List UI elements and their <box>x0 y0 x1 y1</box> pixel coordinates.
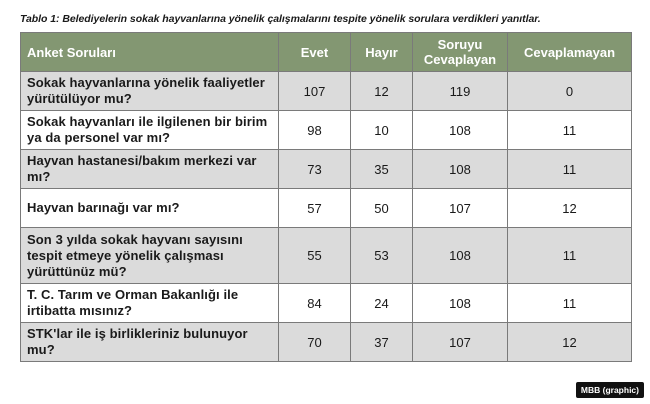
table-row <box>21 323 632 362</box>
no-cell: 12 <box>351 72 413 111</box>
header-row <box>21 33 632 72</box>
answered-cell: 108 <box>413 228 508 284</box>
answered-cell: 119 <box>413 72 508 111</box>
yes-cell: 57 <box>279 189 351 228</box>
no-cell: 53 <box>351 228 413 284</box>
table-row <box>21 111 632 150</box>
credit-badge: MBB (graphic) <box>576 382 644 398</box>
yes-cell: 55 <box>279 228 351 284</box>
header-no: Hayır <box>351 33 413 72</box>
question-cell: STK'lar ile iş birlikleriniz bulunuyor mu? <box>21 323 279 362</box>
question-cell: Hayvan barınağı var mı? <box>21 189 279 228</box>
unanswered-cell: 11 <box>508 284 632 323</box>
no-cell: 50 <box>351 189 413 228</box>
answered-cell: 108 <box>413 284 508 323</box>
no-cell: 35 <box>351 150 413 189</box>
header-unanswered: Cevaplamayan <box>508 33 632 72</box>
no-cell: 37 <box>351 323 413 362</box>
unanswered-cell: 11 <box>508 111 632 150</box>
answered-cell: 107 <box>413 323 508 362</box>
question-cell: T. C. Tarım ve Orman Bakanlığı ile irtibatta mısınız? <box>21 284 279 323</box>
unanswered-cell: 11 <box>508 150 632 189</box>
table-row <box>21 228 632 284</box>
question-cell: Son 3 yılda sokak hayvanı sayısını tespit etmeye yönelik çalışması yürüttünüz mü? <box>21 228 279 284</box>
answered-cell: 108 <box>413 111 508 150</box>
table-row <box>21 72 632 111</box>
header-answered <box>413 33 508 72</box>
survey-table <box>20 32 632 362</box>
unanswered-cell: 11 <box>508 228 632 284</box>
no-cell: 10 <box>351 111 413 150</box>
question-cell: Sokak hayvanları ile ilgilenen bir birim ya da personel var mı? <box>21 111 279 150</box>
header-question: Anket Soruları <box>21 33 279 72</box>
answered-cell: 107 <box>413 189 508 228</box>
unanswered-cell: 12 <box>508 323 632 362</box>
no-cell: 24 <box>351 284 413 323</box>
table-caption: Tablo 1: Belediyelerin sokak hayvanlarına yönelik çalışmalarını tespite yönelik sorulara verdikleri yanıtlar. <box>20 13 541 25</box>
question-cell: Sokak hayvanlarına yönelik faaliyetler yürütülüyor mu? <box>21 72 279 111</box>
yes-cell: 107 <box>279 72 351 111</box>
yes-cell: 98 <box>279 111 351 150</box>
header-answered-line2: Cevaplayan <box>423 52 497 67</box>
header-yes: Evet <box>279 33 351 72</box>
unanswered-cell: 0 <box>508 72 632 111</box>
yes-cell: 84 <box>279 284 351 323</box>
table-row <box>21 150 632 189</box>
unanswered-cell: 12 <box>508 189 632 228</box>
table-row <box>21 284 632 323</box>
yes-cell: 73 <box>279 150 351 189</box>
header-answered-line1: Soruyu <box>437 37 483 52</box>
question-cell: Hayvan hastanesi/bakım merkezi var mı? <box>21 150 279 189</box>
yes-cell: 70 <box>279 323 351 362</box>
table-row <box>21 189 632 228</box>
answered-cell: 108 <box>413 150 508 189</box>
